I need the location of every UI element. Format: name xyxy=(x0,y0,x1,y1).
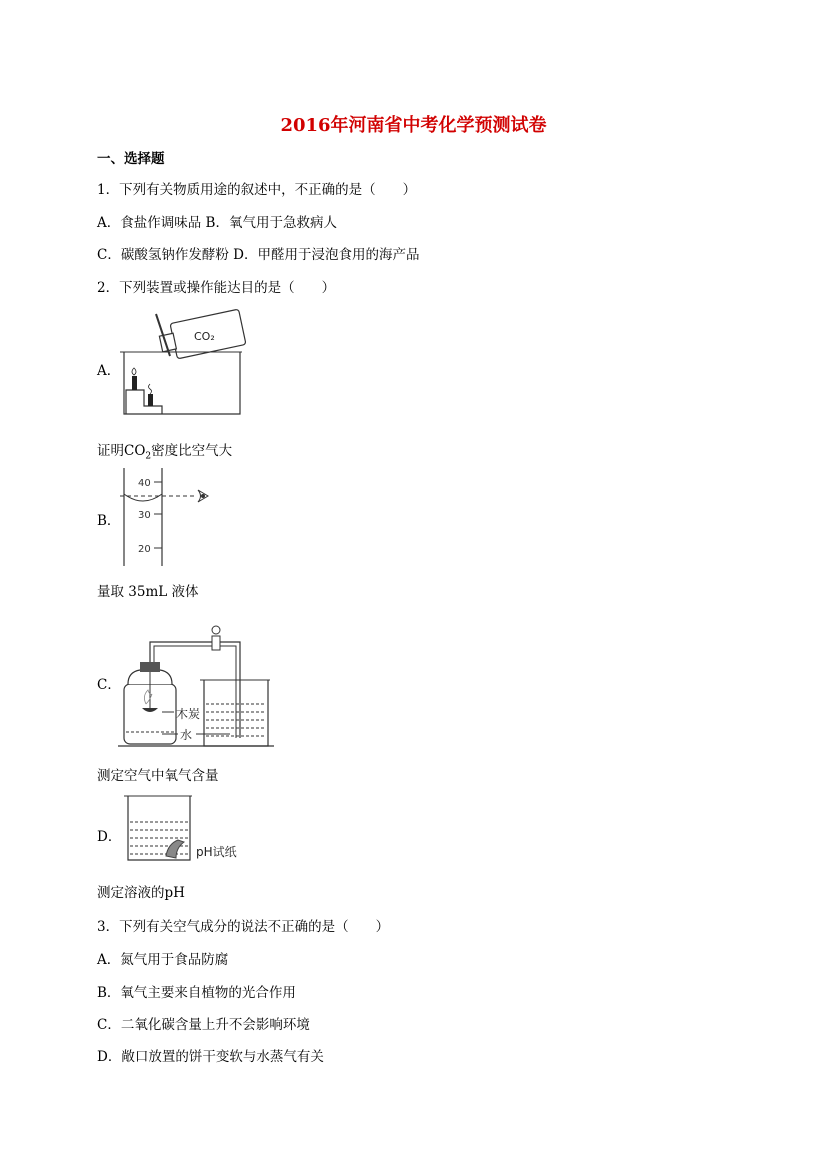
candle-beaker-diagram xyxy=(118,306,246,418)
lower-candle xyxy=(148,394,153,406)
question-3-option-a: A．氮气用于食品防腐 xyxy=(97,952,229,968)
question-1-options-cd: C．碳酸氢钠作发酵粉 D．甲醛用于浸泡食用的海产品 xyxy=(97,247,420,263)
question-3-option-d: D．敞口放置的饼干变软与水蒸气有关 xyxy=(97,1049,324,1065)
water-label: 水 xyxy=(180,728,193,742)
charcoal-label: 木炭 xyxy=(176,707,201,721)
meniscus xyxy=(124,494,162,501)
option-b-label: B． xyxy=(97,513,121,529)
graduated-cylinder-diagram xyxy=(118,468,214,568)
question-3-option-c: C．二氧化碳含量上升不会影响环境 xyxy=(97,1017,310,1033)
tick-label-40: 40 xyxy=(138,478,151,489)
question-3-option-b: B．氧气主要来自植物的光合作用 xyxy=(97,985,296,1001)
question-3-stem: 3．下列有关空气成分的说法不正确的是（ ） xyxy=(97,919,390,935)
oxygen-content-apparatus xyxy=(118,608,278,750)
tick-label-30: 30 xyxy=(138,510,151,521)
solution-beaker xyxy=(128,796,190,860)
step-stand xyxy=(126,390,162,414)
option-d-label: D． xyxy=(97,829,122,845)
upper-candle xyxy=(132,376,137,390)
section-heading: 一、选择题 xyxy=(97,151,165,167)
co2-bottle-label: CO₂ xyxy=(194,330,215,343)
clamp xyxy=(212,636,220,650)
option-a-label: A． xyxy=(97,363,121,379)
option-c-caption: 测定空气中氧气含量 xyxy=(97,768,219,784)
stopper xyxy=(140,662,160,672)
beaker xyxy=(124,352,240,414)
option-c-label: C． xyxy=(97,677,121,693)
option-a-caption: 证明$CO_2$密度比空气大 xyxy=(97,443,233,462)
option-d-caption: 测定溶液的pH xyxy=(97,885,185,901)
tick-label-20: 20 xyxy=(138,544,151,555)
page-title: 2016年河南省中考化学预测试卷 xyxy=(280,115,547,136)
option-b-caption: 量取 35mL 液体 xyxy=(97,584,199,600)
question-1-options-ab: A．食盐作调味品 B．氧气用于急救病人 xyxy=(97,215,337,231)
ph-test-diagram xyxy=(118,790,246,866)
question-2-stem: 2．下列装置或操作能达目的是（ ） xyxy=(97,280,336,296)
question-1-stem: 1．下列有关物质用途的叙述中，不正确的是（ ） xyxy=(97,182,417,198)
ph-paper-label: pH试纸 xyxy=(196,845,237,859)
ph-paper xyxy=(166,840,184,858)
